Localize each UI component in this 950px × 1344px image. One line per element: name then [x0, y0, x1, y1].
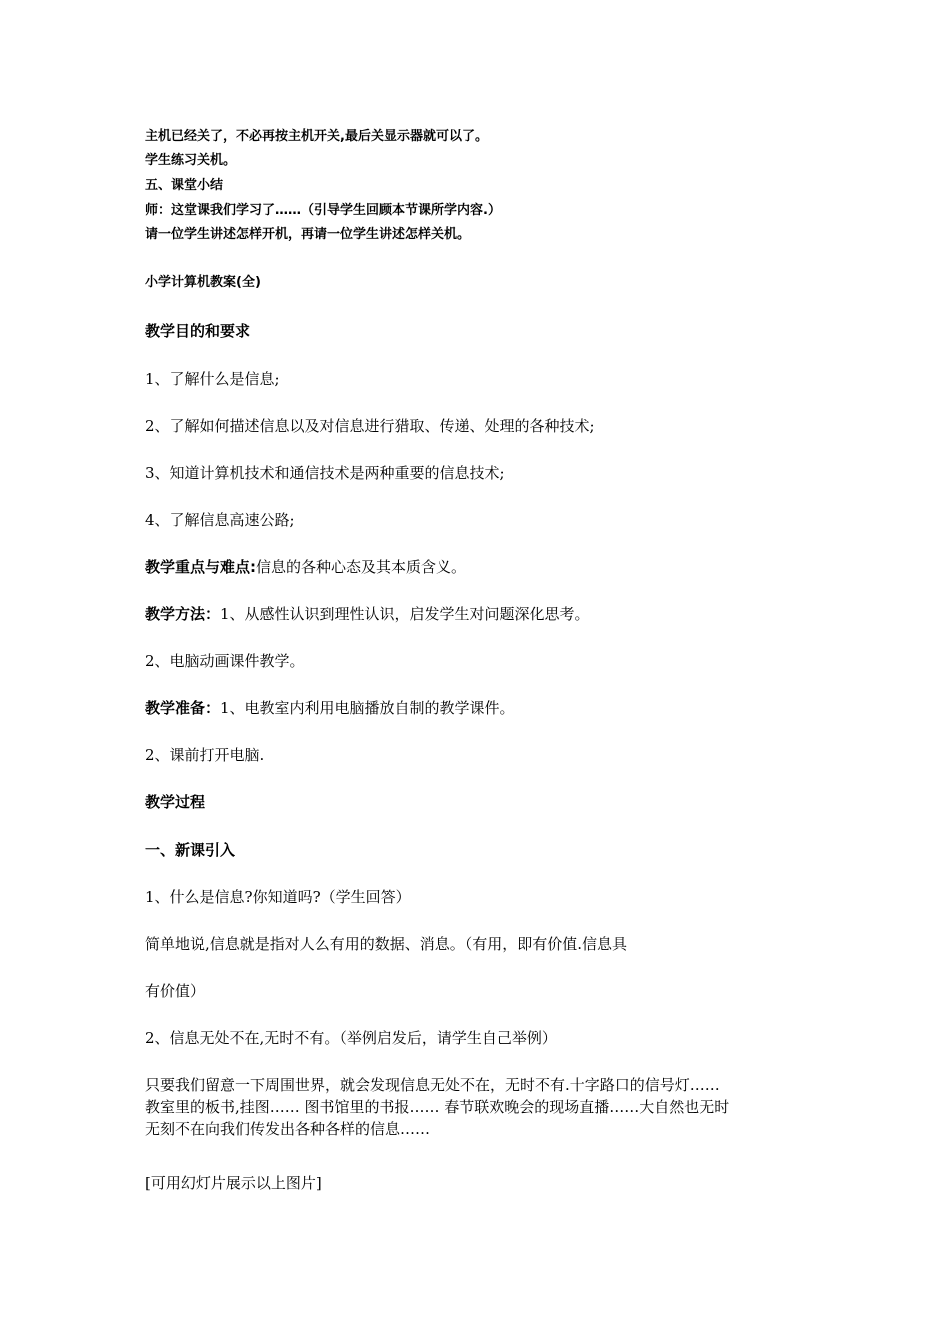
example-line-2: 教室里的板书,挂图…… 图书馆里的书报…… 春节联欢晚会的现场直播……大自然也无时 — [145, 1098, 730, 1116]
preparation-item-2: 2、课前打开电脑. — [145, 746, 265, 764]
slide-note: [可用幻灯片展示以上图片] — [145, 1174, 322, 1192]
methods-text: 1、从感性认识到理性认识，启发学生对问题深化思考。 — [220, 605, 590, 623]
goal-item-2: 2、了解如何描述信息以及对信息进行猎取、传递、处理的各种技术; — [145, 417, 595, 435]
example-line-3: 无刻不在向我们传发出各种各样的信息…… — [145, 1120, 431, 1138]
preparation-label: 教学准备： — [145, 699, 221, 717]
question-2: 2、信息无处不在,无时不有。（举例启发后，请学生自己举例） — [145, 1029, 557, 1047]
preparation — [145, 698, 515, 718]
examples-paragraph — [145, 1074, 815, 1140]
intro-line-3: 五、课堂小结 — [145, 178, 224, 193]
preparation-text: 1、电教室内利用电脑播放自制的教学课件。 — [220, 699, 515, 717]
key-points-text: 信息的各种心态及其本质含义。 — [256, 558, 467, 576]
methods — [145, 604, 590, 624]
methods-item-2: 2、电脑动画课件教学。 — [145, 652, 305, 670]
section1-heading: 一、新课引入 — [145, 841, 236, 859]
intro-line-5: 请一位学生讲述怎样开机，再请一位学生讲述怎样关机。 — [145, 227, 471, 242]
intro-line-1: 主机已经关了，不必再按主机开关,最后关显示器就可以了。 — [145, 129, 488, 144]
goal-item-3: 3、知道计算机技术和通信技术是两种重要的信息技术; — [145, 464, 505, 482]
document-title: 小学计算机教案(全) — [145, 275, 261, 290]
question-1: 1、什么是信息?你知道吗?（学生回答） — [145, 888, 411, 906]
definition-line-2: 有价值） — [145, 982, 206, 1000]
methods-label: 教学方法： — [145, 605, 221, 623]
intro-line-2: 学生练习关机。 — [145, 153, 237, 168]
definition-line-1: 简单地说,信息就是指对人么有用的数据、消息。（有用，即有价值.信息具 — [145, 935, 628, 953]
goal-item-1: 1、了解什么是信息; — [145, 370, 280, 388]
process-heading: 教学过程 — [145, 793, 206, 811]
intro-line-4: 师：这堂课我们学习了……（引导学生回顾本节课所学内容.） — [145, 203, 501, 218]
example-line-1: 只要我们留意一下周围世界，就会发现信息无处不在，无时不有.十字路口的信号灯…… — [145, 1076, 720, 1094]
key-points-label: 教学重点与难点: — [145, 558, 256, 576]
key-points — [145, 557, 466, 577]
goals-heading: 教学目的和要求 — [145, 322, 251, 340]
goal-item-4: 4、了解信息高速公路; — [145, 511, 295, 529]
